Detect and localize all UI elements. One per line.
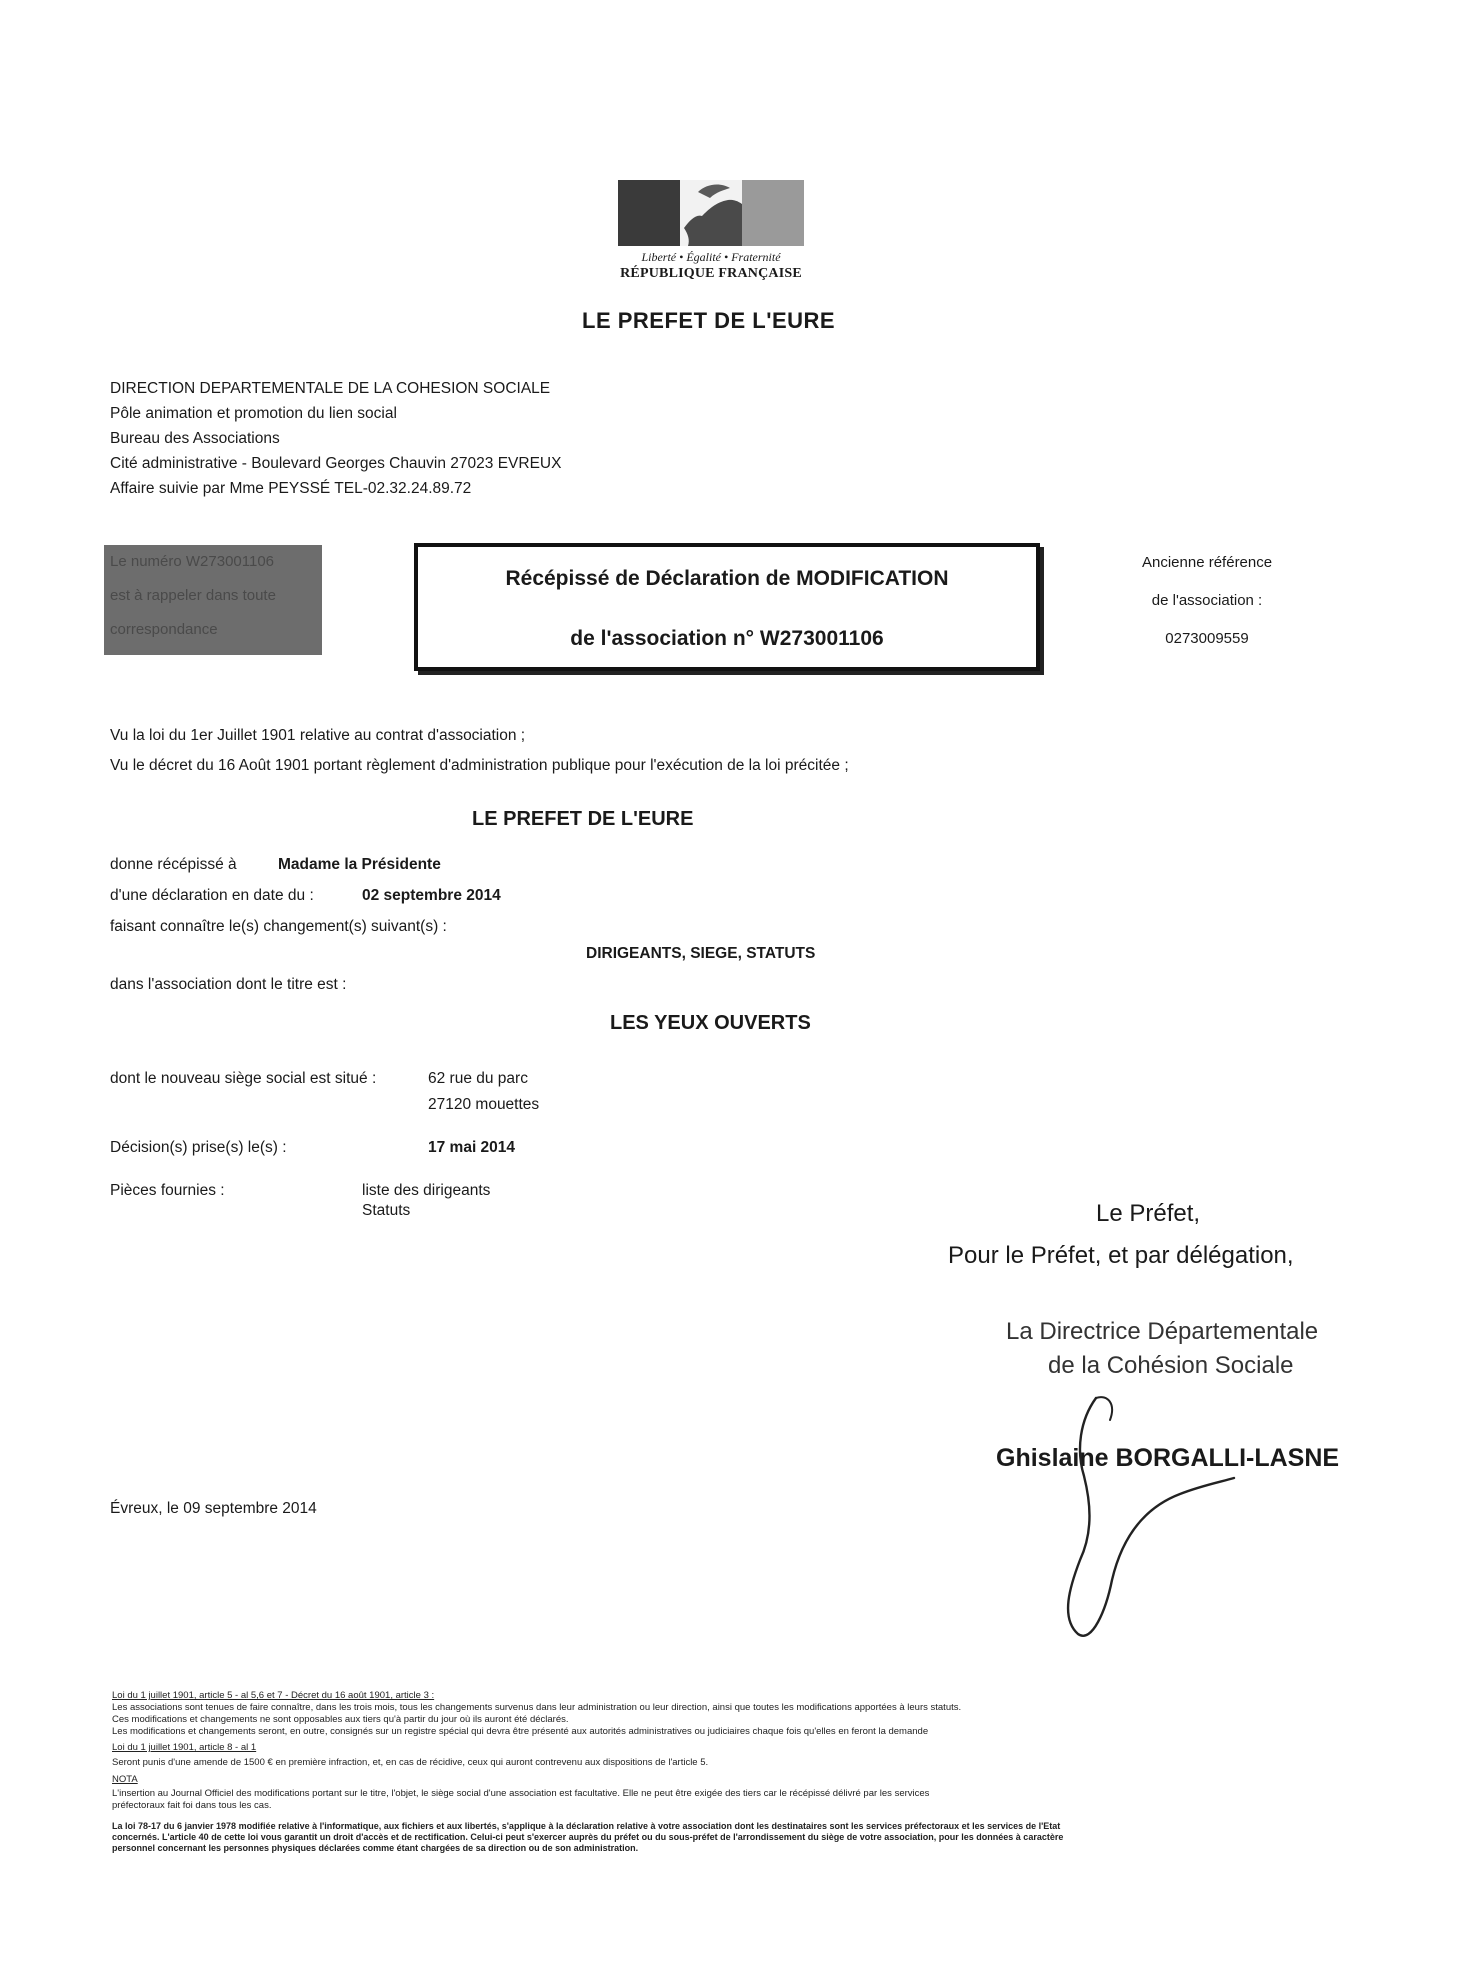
sender-line: Pôle animation et promotion du lien social: [110, 405, 397, 422]
reference-reminder-box: [104, 545, 322, 655]
signatory-name: Ghislaine BORGALLI-LASNE: [996, 1444, 1340, 1472]
place-date: Évreux, le 09 septembre 2014: [110, 1500, 317, 1517]
reminder-line: est à rappeler dans toute: [110, 587, 276, 604]
receipt-to-value: Madame la Présidente: [278, 856, 441, 873]
legal-text: Seront punis d'une amende de 1500 € en première infraction, et, en cas de récidive, ceux qui auront contrevenu aux dispositions de l'article 5.: [112, 1757, 709, 1768]
changes-label: faisant connaître le(s) changement(s) suivant(s) :: [110, 918, 447, 935]
changes-value: DIRIGEANTS, SIEGE, STATUTS: [586, 945, 816, 962]
republic-motto: Liberté • Égalité • Fraternité: [641, 250, 781, 264]
receipt-title: Récépissé de Déclaration de MODIFICATION: [505, 567, 949, 590]
seat-line-2: 27120 mouettes: [428, 1096, 540, 1113]
documents-line-1: liste des dirigeants: [362, 1182, 491, 1199]
sender-line: Cité administrative - Boulevard Georges Chauvin 27023 EVREUX: [110, 455, 562, 472]
sender-line: DIRECTION DEPARTEMENTALE DE LA COHESION SOCIALE: [110, 380, 551, 397]
receipt-to-label: donne récépissé à: [110, 856, 237, 873]
legal-text: La loi 78-17 du 6 janvier 1978 modifiée relative à l'informatique, aux fichiers et aux libertés, s'applique à la déclaration relative à votre association dont les destinataires sont les services préfectoraux et les services de l'Etat: [112, 1821, 1061, 1831]
legal-text: préfectoraux fait foi dans tous les cas.: [112, 1800, 272, 1811]
signature-line-2: Pour le Préfet, et par délégation,: [948, 1242, 1294, 1269]
old-reference-label-1: Ancienne référence: [1142, 554, 1273, 571]
sender-line: Bureau des Associations: [110, 430, 280, 447]
seat-line-1: 62 rue du parc: [428, 1070, 528, 1087]
legal-reference: Loi du 1 juillet 1901, article 8 - al 1: [112, 1742, 257, 1753]
preamble-line: Vu le décret du 16 Août 1901 portant règlement d'administration publique pour l'exécution de la loi précitée ;: [110, 757, 849, 774]
signature-line-1: Le Préfet,: [1096, 1200, 1201, 1227]
declaration-date-label: d'une déclaration en date du :: [110, 887, 314, 904]
seat-label: dont le nouveau siège social est situé :: [110, 1070, 377, 1087]
sender-address: [110, 376, 561, 501]
preamble-line: Vu la loi du 1er Juillet 1901 relative au contrat d'association ;: [110, 727, 526, 744]
legal-text: Ces modifications et changements ne sont opposables aux tiers qu'à partir du jour où ils auront été déclarés.: [112, 1714, 569, 1725]
prefect-heading: LE PREFET DE L'EURE: [472, 808, 694, 830]
signature-line-3: La Directrice Départementale: [1006, 1318, 1319, 1345]
decision-value: 17 mai 2014: [428, 1139, 516, 1156]
sender-line: Affaire suivie par Mme PEYSSÉ TEL-02.32.24.89.72: [110, 480, 472, 497]
nota-title: NOTA: [112, 1774, 138, 1785]
documents-line-2: Statuts: [362, 1202, 411, 1219]
association-number: de l'association n° W273001106: [570, 627, 884, 650]
old-reference-value: 0273009559: [1165, 630, 1249, 647]
legal-text: concernés. L'article 40 de cette loi vous garantit un droit d'accès et de rectification. Celui-ci peut s'exercer auprès du préfet ou du sous-préfet de l'arrondissement du siège de votre association, pour les données à caractère: [112, 1832, 1064, 1842]
marianne-emblem: [618, 180, 804, 246]
reminder-line: correspondance: [110, 621, 218, 638]
title-label: dans l'association dont le titre est :: [110, 976, 347, 993]
page-title: LE PREFET DE L'EURE: [582, 308, 836, 333]
legal-text: L'insertion au Journal Officiel des modifications portant sur le titre, l'objet, le siège social d'une association est facultative. Elle ne peut être exigée des tiers car le récépissé délivré par les services: [112, 1788, 930, 1799]
receipt-title-box: [414, 543, 1040, 671]
signature-line-4: de la Cohésion Sociale: [1048, 1352, 1294, 1379]
legal-text: personnel concernant les personnes physiques déclarées comme étant chargées de sa direction ou de son administration.: [112, 1843, 639, 1853]
documents-label: Pièces fournies :: [110, 1182, 225, 1199]
association-title: LES YEUX OUVERTS: [610, 1012, 811, 1034]
republique-francaise-logo: [618, 180, 804, 288]
legal-text: Les associations sont tenues de faire connaître, dans les trois mois, tous les changements survenus dans leur administration ou leur direction, ainsi que toutes les modifications apportées à leurs statuts.: [112, 1702, 962, 1713]
old-reference-label-2: de l'association :: [1151, 592, 1263, 609]
decision-label: Décision(s) prise(s) le(s) :: [110, 1139, 287, 1156]
legal-text: Les modifications et changements seront, en outre, consignés sur un registre spécial qui devra être présenté aux autorités administratives ou judiciaires chaque fois qu'elles en feront la demande: [112, 1726, 929, 1737]
handwritten-signature: [1050, 1390, 1250, 1650]
legal-reference: Loi du 1 juillet 1901, article 5 - al 5,6 et 7 - Décret du 16 août 1901, article 3 :: [112, 1690, 435, 1701]
reminder-line: Le numéro W273001106: [110, 553, 275, 570]
republic-name: RÉPUBLIQUE FRANÇAISE: [620, 266, 802, 281]
legal-notice: [112, 1690, 1332, 1854]
declaration-date-value: 02 septembre 2014: [362, 887, 501, 904]
